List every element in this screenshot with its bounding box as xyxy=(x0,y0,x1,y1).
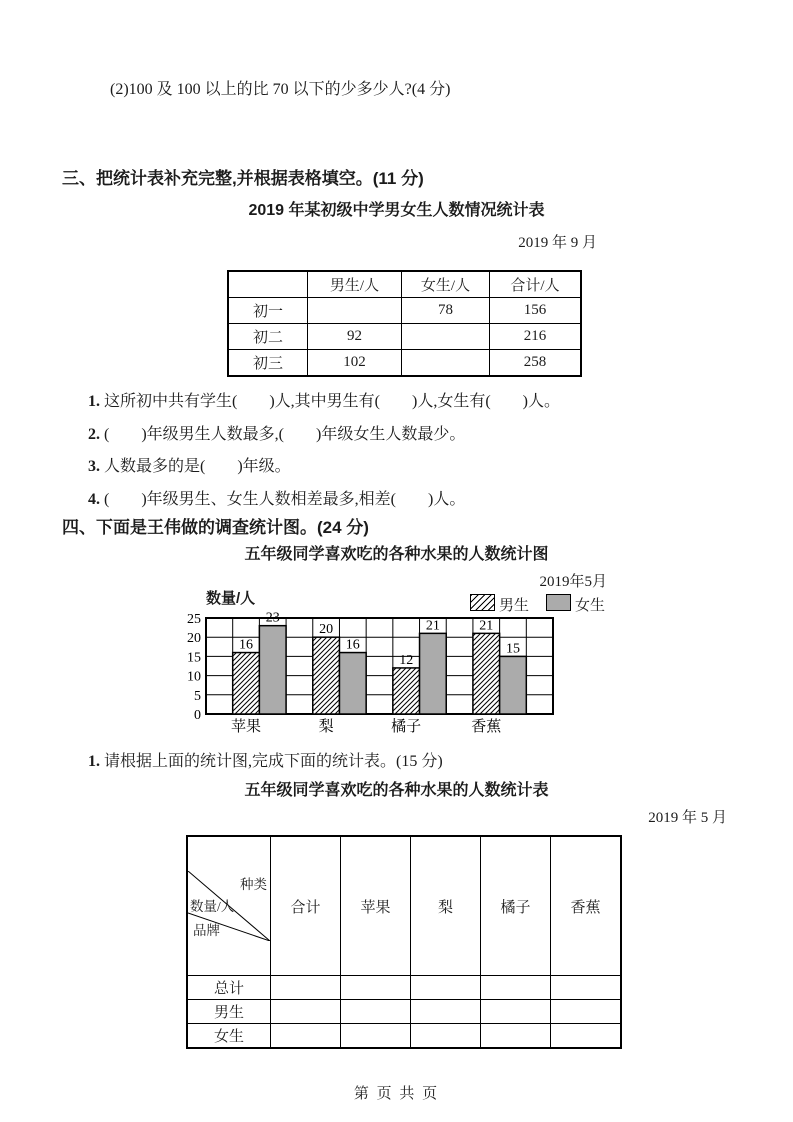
empty-cell xyxy=(411,1000,481,1024)
svg-text:10: 10 xyxy=(187,669,201,685)
header-cell-apple: 苹果 xyxy=(341,836,411,976)
svg-text:21: 21 xyxy=(479,618,494,634)
question-text: 这所初中共有学生( )人,其中男生有( )人,女生有( )人。 xyxy=(100,393,560,410)
question-text: ( )年级男生、女生人数相差最多,相差( )人。 xyxy=(100,491,466,508)
row-label: 男生 xyxy=(187,1000,271,1024)
table2-date: 2019 年 5 月 xyxy=(648,810,727,826)
chart-ylabel: 数量/人 xyxy=(206,590,256,607)
header-cell-orange: 橘子 xyxy=(481,836,551,976)
svg-text:0: 0 xyxy=(194,708,201,723)
legend-female-label: 女生 xyxy=(575,598,606,614)
empty-cell xyxy=(271,976,341,1000)
header-cell-pear: 梨 xyxy=(411,836,481,976)
empty-cell xyxy=(411,1024,481,1049)
table-row xyxy=(187,976,621,1000)
question-text: ( )年级男生人数最多,( )年级女生人数最少。 xyxy=(100,426,466,443)
corner-cell-content xyxy=(188,871,270,941)
cell-female xyxy=(402,324,490,350)
table-row xyxy=(228,350,581,377)
empty-cell xyxy=(341,1000,411,1024)
gender-count-table xyxy=(227,270,582,377)
header-cell-female: 女生/人 xyxy=(402,271,490,298)
row-label: 初三 xyxy=(228,350,308,377)
section4-subquestion xyxy=(88,748,443,771)
question-number: 1. xyxy=(88,753,100,770)
legend-male-label: 男生 xyxy=(499,598,530,614)
empty-cell xyxy=(481,976,551,1000)
header-cell-blank xyxy=(228,271,308,298)
svg-text:橘子: 橘子 xyxy=(391,719,422,735)
svg-text:23: 23 xyxy=(265,610,280,626)
svg-text:16: 16 xyxy=(239,637,254,653)
fruit-fill-in-table xyxy=(186,835,622,1049)
section4-heading: 四、下面是王伟做的调查统计图。(24 分) xyxy=(62,518,369,537)
empty-cell xyxy=(341,976,411,1000)
corner-label-category: 种类 xyxy=(240,877,267,892)
fruit-bar-chart xyxy=(178,606,578,740)
cell-male: 102 xyxy=(308,350,402,377)
empty-cell xyxy=(271,1024,341,1049)
svg-text:20: 20 xyxy=(319,622,334,638)
svg-text:20: 20 xyxy=(187,631,201,647)
empty-cell xyxy=(341,1024,411,1049)
empty-cell xyxy=(411,976,481,1000)
svg-text:15: 15 xyxy=(187,650,201,666)
cell-female xyxy=(402,350,490,377)
cell-male xyxy=(308,298,402,324)
fill-question-1 xyxy=(88,388,560,411)
empty-cell xyxy=(271,1000,341,1024)
corner-label-quantity: 数量/人 xyxy=(190,899,235,914)
svg-text:苹果: 苹果 xyxy=(231,719,262,735)
cell-total: 156 xyxy=(490,298,582,324)
table-row xyxy=(187,1024,621,1049)
svg-text:21: 21 xyxy=(425,618,440,634)
table1-title: 2019 年某初级中学男女生人数情况统计表 xyxy=(248,202,545,219)
svg-text:25: 25 xyxy=(187,612,201,627)
table-row xyxy=(228,324,581,350)
question-number: 4. xyxy=(88,491,100,508)
cell-female: 78 xyxy=(402,298,490,324)
row-label: 初二 xyxy=(228,324,308,350)
cell-total: 216 xyxy=(490,324,582,350)
fill-question-2 xyxy=(88,421,465,444)
svg-text:16: 16 xyxy=(345,637,360,653)
table-header-row xyxy=(228,271,581,298)
question-2-text: (2)100 及 100 以上的比 70 以下的少多少人?(4 分) xyxy=(110,81,451,98)
table2-title: 五年级同学喜欢吃的各种水果的人数统计表 xyxy=(244,782,549,799)
svg-text:15: 15 xyxy=(505,641,520,657)
table1-date: 2019 年 9 月 xyxy=(518,235,597,251)
table-row xyxy=(187,1000,621,1024)
empty-cell xyxy=(481,1000,551,1024)
empty-cell xyxy=(481,1024,551,1049)
corner-header-cell xyxy=(187,836,271,976)
svg-text:香蕉: 香蕉 xyxy=(471,719,502,735)
header-cell-total: 合计 xyxy=(271,836,341,976)
question-text: 人数最多的是( )年级。 xyxy=(100,458,291,475)
question-number: 3. xyxy=(88,458,100,475)
header-cell-male: 男生/人 xyxy=(308,271,402,298)
svg-text:梨: 梨 xyxy=(318,719,334,735)
header-cell-total: 合计/人 xyxy=(490,271,582,298)
question-number: 2. xyxy=(88,426,100,443)
question-number: 1. xyxy=(88,393,100,410)
header-cell-banana: 香蕉 xyxy=(551,836,622,976)
corner-label-brand: 品牌 xyxy=(193,923,220,938)
page-footer: 第 页 共 页 xyxy=(353,1086,440,1102)
row-label: 女生 xyxy=(187,1024,271,1049)
section3-heading: 三、把统计表补充完整,并根据表格填空。(11 分) xyxy=(62,169,424,188)
cell-male: 92 xyxy=(308,324,402,350)
table-header-row xyxy=(187,836,621,976)
empty-cell xyxy=(551,976,622,1000)
cell-total: 258 xyxy=(490,350,582,377)
table-row xyxy=(228,298,581,324)
row-label: 初一 xyxy=(228,298,308,324)
fill-question-3 xyxy=(88,453,291,476)
svg-text:12: 12 xyxy=(399,652,414,668)
chart-date: 2019年5月 xyxy=(539,574,607,590)
empty-cell xyxy=(551,1024,622,1049)
svg-text:5: 5 xyxy=(194,688,201,704)
chart-title: 五年级同学喜欢吃的各种水果的人数统计图 xyxy=(244,546,549,563)
fill-question-4 xyxy=(88,486,465,509)
empty-cell xyxy=(551,1000,622,1024)
row-label: 总计 xyxy=(187,976,271,1000)
question-text: 请根据上面的统计图,完成下面的统计表。(15 分) xyxy=(100,753,443,770)
